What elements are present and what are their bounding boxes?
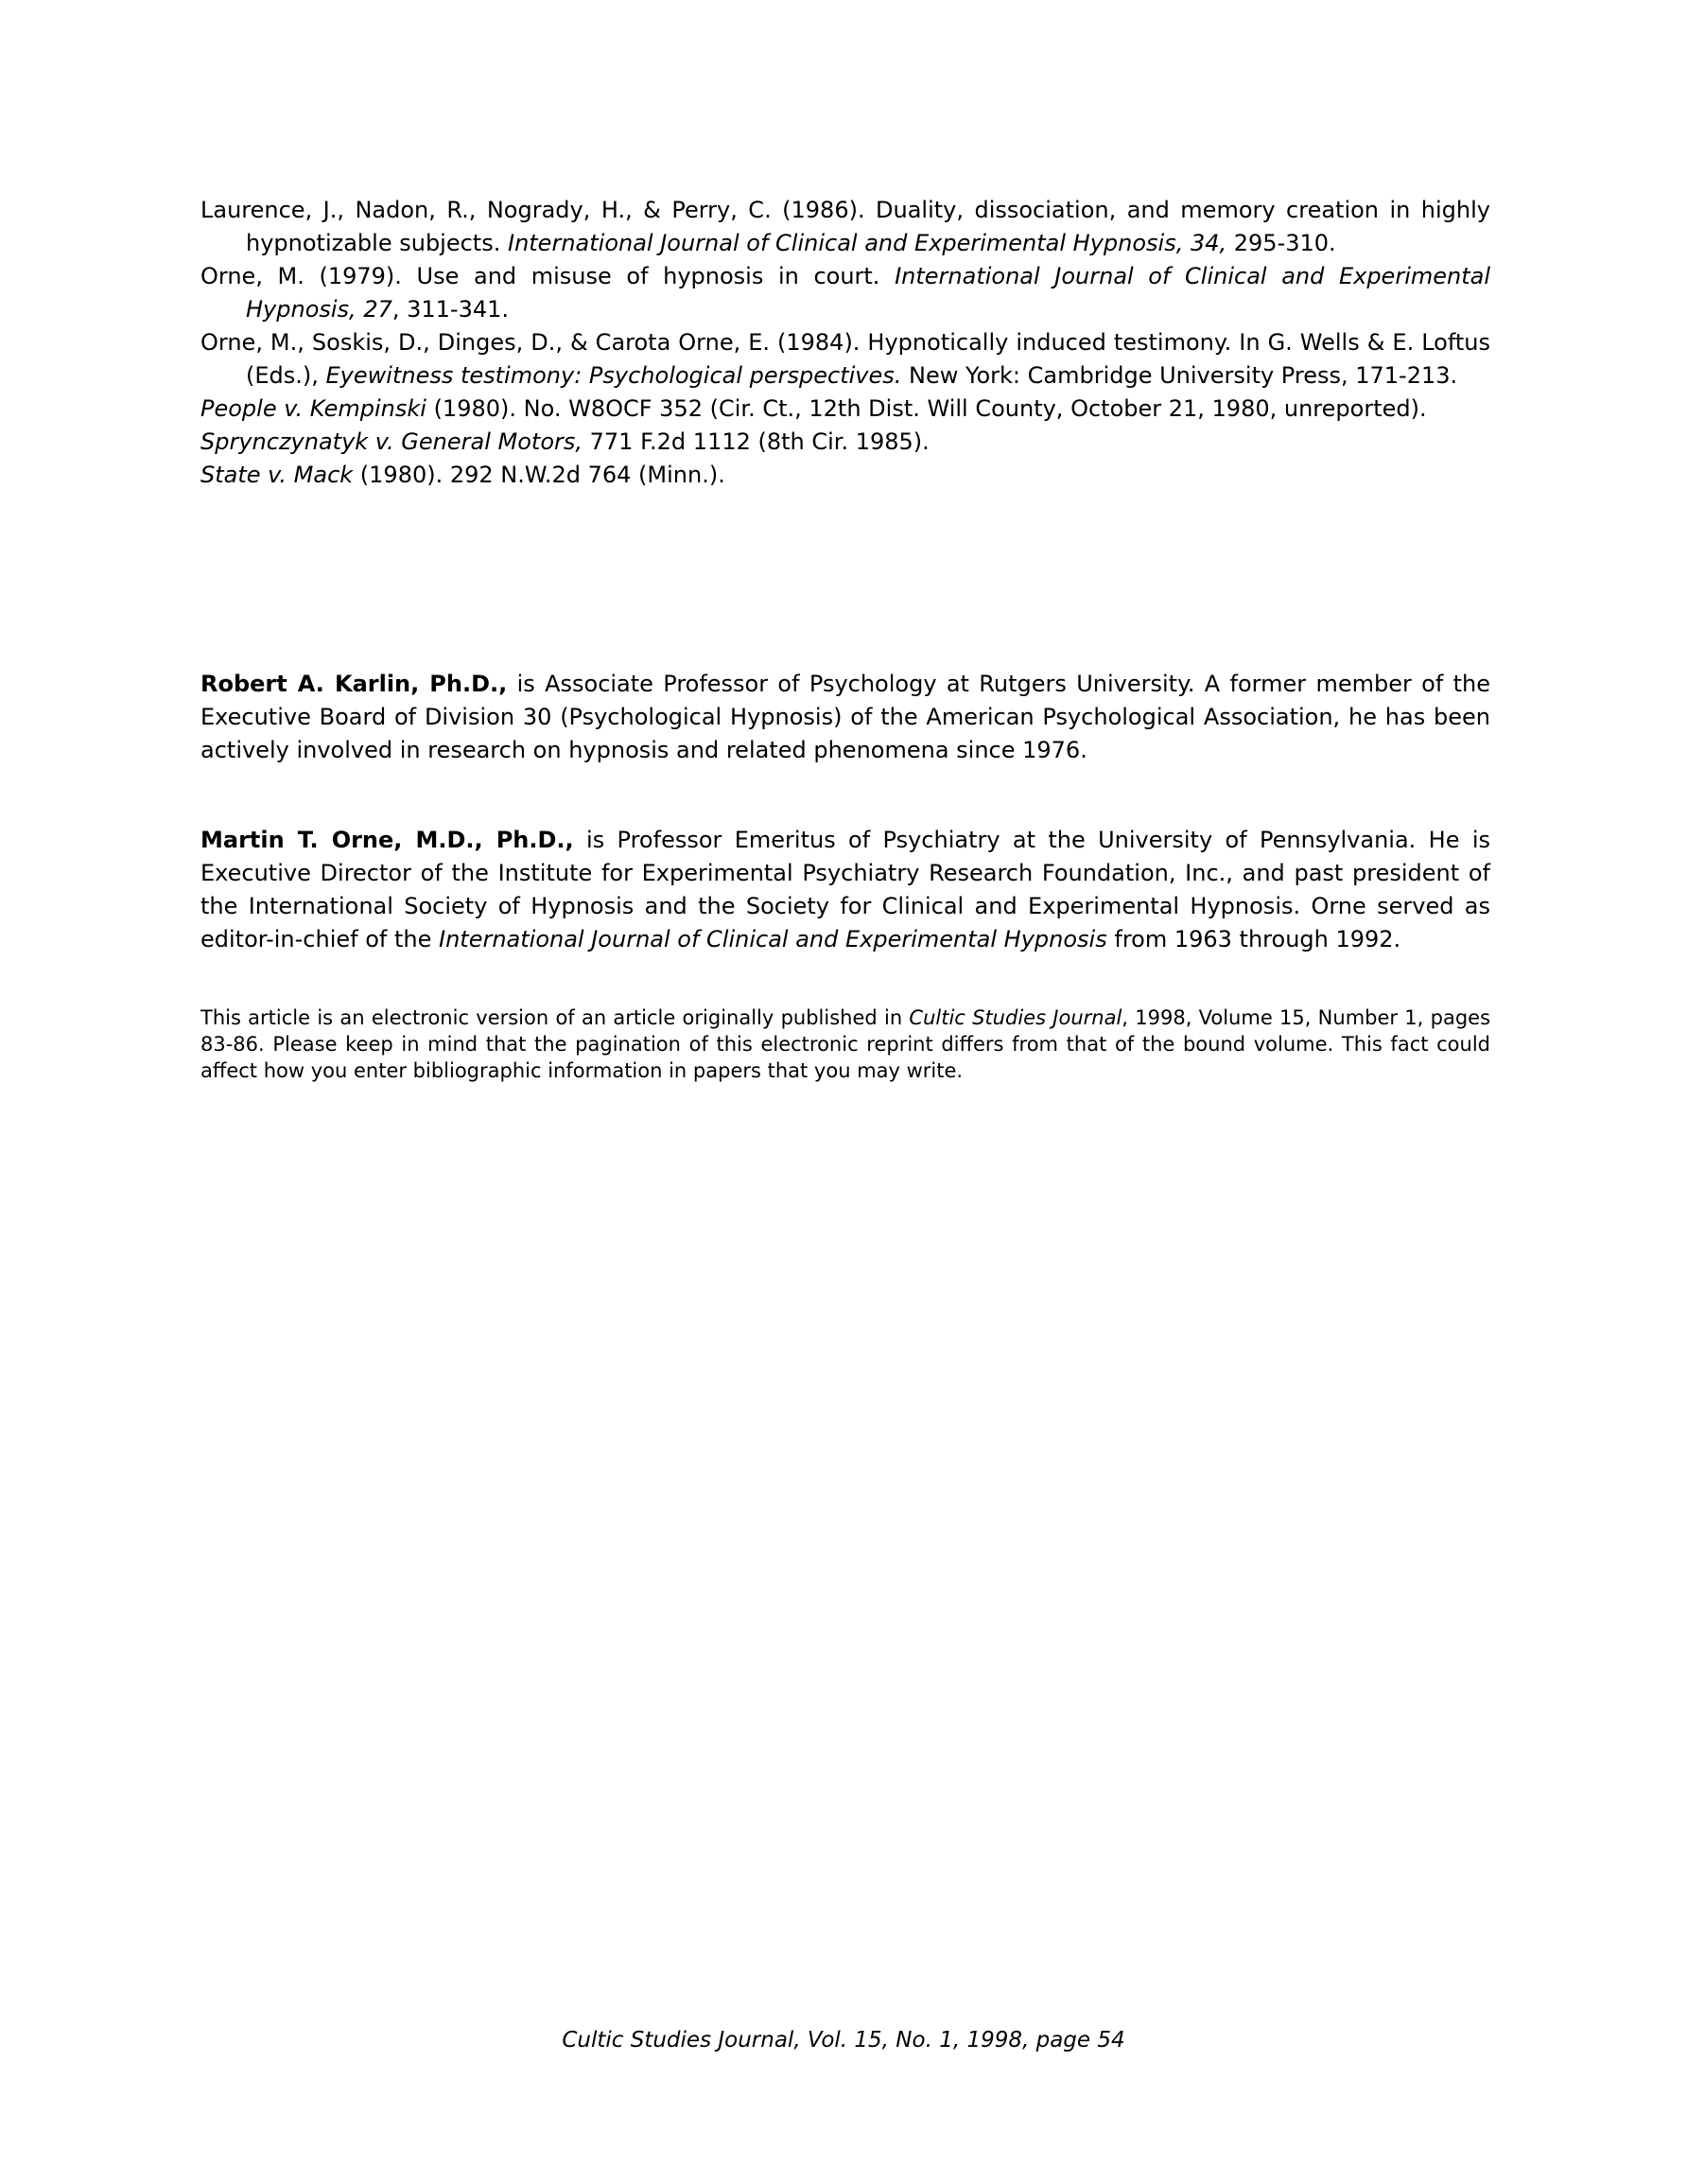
text-run: is Associate Professor of Psychology at Rutgers University. A former member of the Executive Board of Division 30 (Psychological Hypnosis) of the American Psychological Association, he has been actively involved in research on hypnosis and related phenomena since 1976.: [200, 671, 1491, 763]
text-run: Eyewitness testimony: Psychological perspectives.: [325, 362, 902, 389]
text-run: (1980). No. W8OCF 352 (Cir. Ct., 12th Dist. Will County, October 21, 1980, unreported).: [426, 395, 1427, 422]
reprint-note: [200, 1005, 1490, 1084]
reference-entry: [200, 393, 1490, 426]
text-run: Cultic Studies Journal: [909, 1006, 1122, 1029]
text-run: Orne, M. (1979). Use and misuse of hypnosis in court.: [200, 263, 896, 289]
text-run: International Journal of Clinical and Experimental Hypnosis: [439, 926, 1107, 952]
text-run: , 1998, Volume 15, Number 1, pages 83-86. Please keep in mind that the pagination of this electronic reprint differs from that of the bound volume. This fact could affect how you enter bibliographic information in papers that you may write.: [200, 1006, 1491, 1082]
text-run: is Professor Emeritus of Psychiatry at the University of Pennsylvania. He is Executive Director of the Institute for Experimental Psychiatry Research Foundation, Inc., and past president of the International Society of Hypnosis and the Society for Clinical and Experimental Hypnosis. Orne served as editor-in-chief of the: [200, 827, 1490, 952]
text-run: Laurence, J., Nadon, R., Nogrady, H., & Perry, C. (1986). Duality, dissociation, and memory creation in highly hypnotizable subjects.: [200, 197, 1490, 256]
text-run: International Journal of Clinical and Experimental Hypnosis, 34,: [507, 230, 1227, 256]
author-bio-orne: [200, 824, 1490, 956]
text-run: , 311-341.: [391, 296, 510, 323]
text-run: Sprynczynatyk v. General Motors,: [200, 428, 583, 455]
page-footer: Cultic Studies Journal, Vol. 15, No. 1, 1998, page 54: [562, 2028, 1125, 2053]
reference-entry: [200, 459, 1490, 492]
text-run: International Journal of Clinical and Experimental Hypnosis, 27: [246, 263, 1491, 323]
reference-entry: [200, 426, 1490, 459]
text-run: This article is an electronic version of an article originally published in: [200, 1006, 910, 1029]
reference-entry: [200, 194, 1490, 260]
text-run: 295-310.: [1226, 230, 1336, 256]
text-run: People v. Kempinski: [200, 395, 426, 422]
text-run: State v. Mack: [200, 462, 354, 488]
text-run: Robert A. Karlin, Ph.D.,: [200, 671, 508, 697]
text-run: Martin T. Orne, M.D., Ph.D.,: [200, 827, 574, 853]
reference-entry: [200, 260, 1490, 326]
author-bio-karlin: [200, 668, 1490, 767]
text-run: 771 F.2d 1112 (8th Cir. 1985).: [583, 428, 930, 455]
text-run: New York: Cambridge University Press, 171-213.: [901, 362, 1458, 389]
reference-entry: [200, 326, 1490, 393]
text-run: (1980). 292 N.W.2d 764 (Minn.).: [353, 462, 725, 488]
text-run: from 1963 through 1992.: [1106, 926, 1401, 952]
text-run: Orne, M., Soskis, D., Dinges, D., & Carota Orne, E. (1984). Hypnotically induced testimony. In G. Wells & E. Loftus (Eds.),: [200, 329, 1490, 389]
references-list: [200, 194, 1490, 492]
